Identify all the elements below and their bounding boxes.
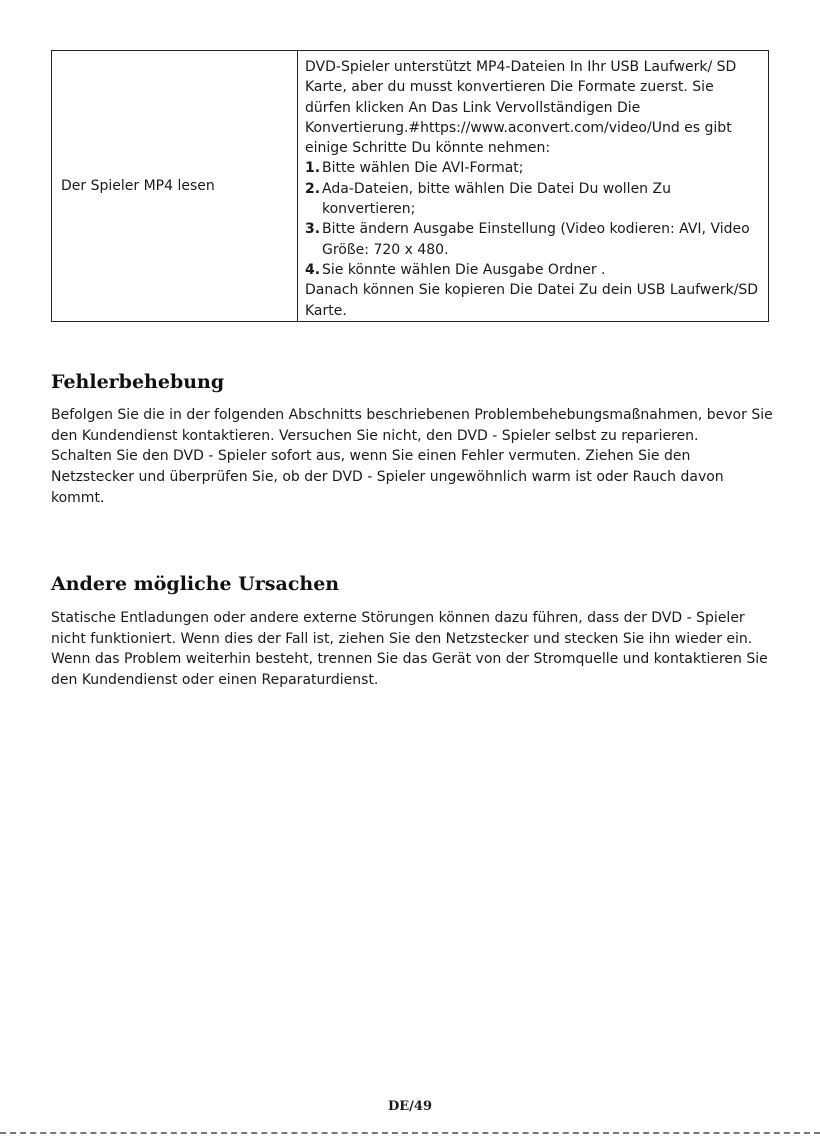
step-number: 3.	[305, 221, 321, 238]
conversion-instructions	[298, 51, 768, 321]
step-item	[305, 158, 762, 178]
step-text: Bitte ändern Ausgabe Einstellung (Video kodieren: AVI, Video Größe: 720 x 480.	[322, 221, 750, 258]
troubleshooting-paragraph-2: Schalten Sie den DVD - Spieler sofort aus, wenn Sie einen Fehler vermuten. Ziehen Sie den Netzstecker und überprüfen Sie, ob der DVD - Spieler ungewöhnlich warm ist oder Rauch davon kommt.	[51, 448, 724, 506]
troubleshooting-body	[51, 405, 776, 509]
left-cell-label: Der Spieler MP4 lesen	[61, 178, 215, 194]
page-number: DE/49	[387, 1099, 433, 1114]
step-item	[305, 260, 762, 280]
step-number: 2.	[305, 180, 321, 197]
step-text: Sie könnte wählen Die Ausgabe Ordner .	[322, 261, 606, 278]
step-item	[305, 219, 762, 260]
mp4-info-table	[51, 50, 769, 322]
table-right-cell	[298, 51, 769, 322]
step-number: 1.	[305, 160, 321, 177]
other-causes-paragraph: Statische Entladungen oder andere externe Störungen können dazu führen, dass der DVD - Spieler nicht funktioniert. Wenn dies der Fall ist, ziehen Sie den Netzstecker und stecken Sie ihn wieder ein. Wenn das Problem weiterhin besteht, trennen Sie das Gerät von der Stromquelle und kontaktieren Sie den Kundendienst oder einen Reparaturdienst.	[51, 610, 768, 689]
step-text: Bitte wählen Die AVI-Format;	[322, 160, 524, 177]
step-item	[305, 179, 762, 220]
instructions-outro: Danach können Sie kopieren Die Datei Zu dein USB Laufwerk/SD Karte.	[305, 282, 759, 319]
instructions-intro: DVD-Spieler unterstützt MP4-Dateien In Ihr USB Laufwerk/ SD Karte, aber du musst konvertieren Die Formate zuerst. Sie dürfen klicken An Das Link Vervollständigen Die Konvertierung.#https://www.aconvert.com/video/Und es gibt einige Schritte Du könnte nehmen:	[305, 59, 737, 157]
other-causes-body	[51, 608, 776, 691]
page-bottom-border	[0, 1132, 820, 1134]
table-row	[52, 51, 769, 322]
other-causes-heading: Andere mögliche Ursachen	[51, 573, 340, 595]
step-text: Ada-Dateien, bitte wählen Die Datei Du wollen Zu konvertieren;	[322, 180, 671, 218]
table-left-cell	[52, 51, 298, 322]
step-number: 4.	[305, 261, 321, 278]
troubleshooting-paragraph-1: Befolgen Sie die in der folgenden Abschnitts beschriebenen Problembehebungsmaßnahmen, bevor Sie den Kundendienst kontaktieren. Versuchen Sie nicht, den DVD - Spieler selbst zu reparieren.	[51, 407, 773, 444]
troubleshooting-heading: Fehlerbehebung	[51, 371, 225, 393]
